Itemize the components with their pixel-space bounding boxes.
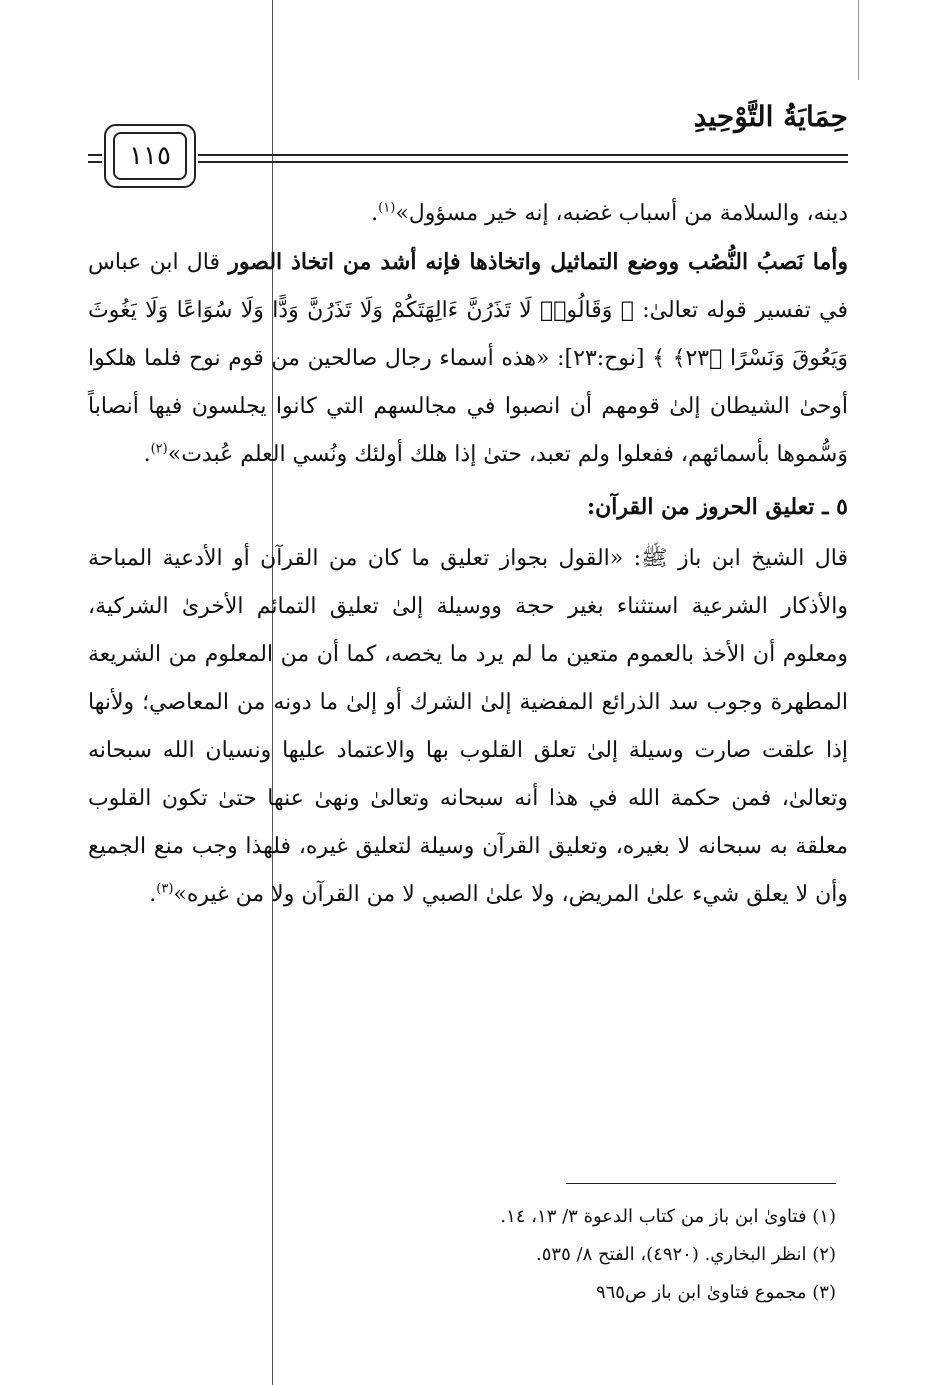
- paragraph-3-end: .: [149, 882, 157, 907]
- footnote-2: (٢) انظر البخاري. (٤٩٢٠)، الفتح ٨/ ٥٣٥.: [536, 1244, 836, 1265]
- book-title: حِمَايَةُ التَّوْحِيدِ: [693, 100, 848, 133]
- paragraph-1-text: دينه، والسلامة من أسباب غضبه، إنه خير مسؤول»: [395, 201, 848, 226]
- footnote-separator: [566, 1183, 836, 1184]
- paragraph-3-text: قال الشيخ ابن باز ﷺ: «القول بجواز تعليق ما كان من القرآن أو الأدعية المباحة والأذكار الشرعية استثناء بغير حجة ووسيلة إلىٰ تعليق التمائم الأخرىٰ الشركية، ومعلوم أن الأخذ بالعموم متعين ما لم يرد ما يخصه، كما أن من المعلوم من الشريعة المطهرة وجوب سد الذرائع المفضية إلىٰ الشرك أو إلىٰ ما دونه من المعاصي؛ ولأنها إذا علقت صارت وسيلة إلىٰ تعلق القلوب بها والاعتماد عليها ونسيان الله سبحانه وتعالىٰ، فمن حكمة الله في هذا أنه سبحانه وتعالىٰ ونهىٰ عنها حتىٰ تكون القلوب معلقة به سبحانه لا بغيره، وتعليق القرآن وسيلة لتعليق غيره، فلهذا وجب منع الجميع وأن لا يعلق شيء علىٰ المريض، ولا علىٰ الصبي لا من القرآن ولا من غيره»: [88, 546, 848, 907]
- footnote-ref-2: (٢): [150, 441, 168, 457]
- page-number: ١١٥: [113, 132, 187, 180]
- page-scan-line-right: [858, 0, 859, 80]
- page-body: [88, 190, 848, 919]
- page-number-frame: [104, 124, 196, 188]
- header-rule: [198, 154, 848, 163]
- paragraph-2-text: قال ابن عباس في تفسير قوله تعالىٰ: ﴿ وَقَالُوا۟ لَا تَذَرُنَّ ءَالِهَتَكُمْ وَلَا تَذَرُنَّ وَدًّا وَلَا سُوَاعًا وَلَا يَغُوثَ وَيَعُوقَ وَنَسْرًا ﴿٢٣﴾ ﴾ [نوح:٢٣]: «هذه أسماء رجال صالحين من قوم نوح فلما هلكوا أوحىٰ الشيطان إلىٰ قومهم أن انصبوا في مجالسهم التي كانوا يجلسون فيها أنصاباً وَسُّموها بأسمائهم، ففعلوا ولم تعبد، حتىٰ إذا هلك أولئك ونُسي العلم عُبدت»: [88, 250, 848, 467]
- page-header: [88, 100, 848, 180]
- paragraph-2: [88, 238, 848, 479]
- footnote-ref-1: (١): [378, 200, 396, 216]
- paragraph-1-end: .: [371, 201, 379, 226]
- header-rule-left: [88, 154, 102, 163]
- paragraph-2-bold: وأما نَصبُ النُّصُب ووضع التماثيل واتخاذها فإنه أشد من اتخاذ الصور: [228, 249, 848, 275]
- footnote-3: (٣) مجموع فتاوىٰ ابن باز ص٩٦٥: [595, 1282, 836, 1303]
- paragraph-3: [88, 535, 848, 919]
- section-heading: ٥ ـ تعليق الحروز من القرآن:: [587, 494, 848, 520]
- footnote-ref-3: (٣): [156, 881, 174, 897]
- paragraph-2-end: .: [143, 442, 151, 467]
- paragraph-1: [88, 190, 848, 238]
- footnote-1: (١) فتاوىٰ ابن باز من كتاب الدعوة ٣/ ١٣، ١٤.: [500, 1206, 836, 1227]
- footnotes: [300, 1198, 836, 1312]
